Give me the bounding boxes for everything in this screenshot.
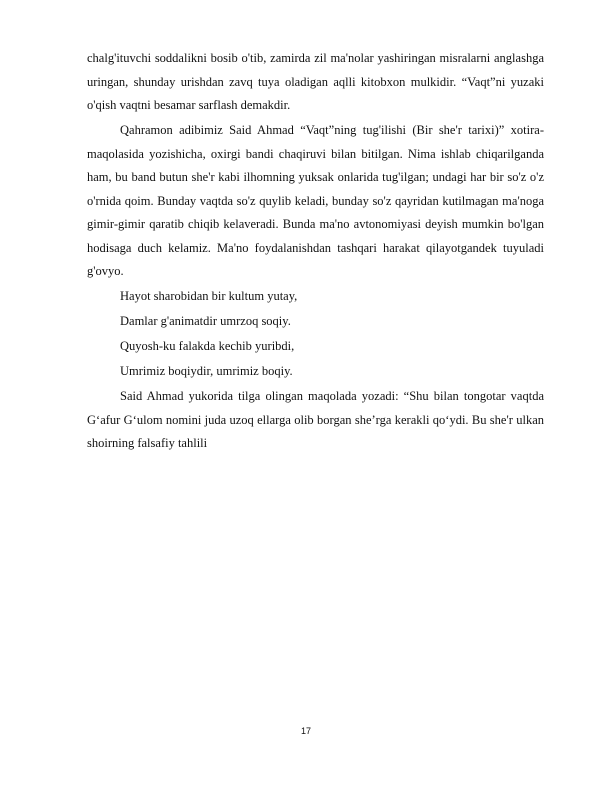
poem-line: Hayot sharobidan bir kultum yutay, — [120, 289, 298, 303]
paragraph-closing: Said Ahmad yukorida tilga olingan maqolada yozadi: “Shu bilan tongotar vaqtda G‘afur G‘ulom nomini juda uzoq ellarga olib borgan she’rga kerakli qo‘ydi. Bu she'r ulkan shoirning falsafiy tahlili — [87, 389, 544, 450]
paragraph-continuation: chalg'ituvchi soddalikni bosib o'tib, zamirda zil ma'nolar yashiringan misralarni anglashga uringan, shunday urishdan zavq tuya oladigan aqlli kitobxon mulkidir. “Vaqt”ni yuzaki o'qish vaqtni besamar sarflash demakdir. — [87, 51, 544, 112]
poem-line: Damlar g'animatdir umrzoq soqiy. — [120, 314, 291, 328]
paragraph-said-ahmad: Qahramon adibimiz Said Ahmad “Vaqt”ning tug'ilishi (Bir she'r tarixi)” xotira-maqolasida yozishicha, oxirgi bandi chaqiruvi bilan bitilgan. Nima ishlab chiqarilganda ham, bu band butun she'r kabi ilhomning yuksak onlarida tug'ilgan; undagi har bir so'z o'z o'rnida qoim. Bunday vaqtda so'z quylib keladi, bunday so'z qayridan kutilmagan ma'noga gimir-gimir qaratib chiqib kelaveradi. Bunda ma'no avtonomiyasi deyish mumkin bo'lgan hodisaga duch kelamiz. Ma'no foydalanishdan tashqari harakat qilayotgandek tuyuladi g'ovyo. — [87, 123, 544, 278]
poem-line: Umrimiz boqiydir, umrimiz boqiy. — [120, 364, 293, 378]
body-text — [87, 47, 544, 457]
page-number: 17 — [300, 726, 311, 736]
poem-quote — [87, 285, 544, 384]
poem-line: Quyosh-ku falakda kechib yuribdi, — [120, 339, 295, 353]
